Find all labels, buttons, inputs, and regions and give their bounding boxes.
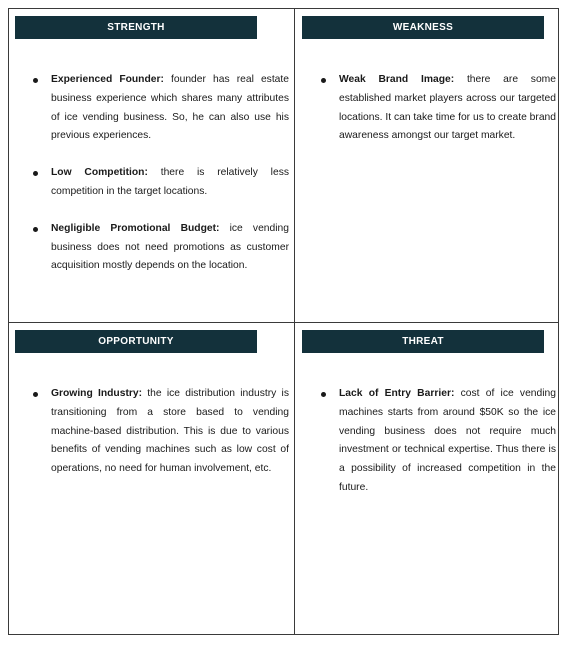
opportunity-list: [31, 385, 289, 497]
item-text: the ice distribution industry is transitioning from a store based to vending machine-based distribution. This is due to various benefits of vending machines such as low cost of operations, no need for human involvement, etc.: [51, 388, 289, 475]
bullet-icon: [33, 78, 38, 83]
item-title: Experienced Founder:: [51, 74, 172, 85]
list-item: [31, 71, 289, 146]
swot-grid: [8, 8, 559, 635]
item-text: cost of ice vending machines starts from around $50K so the ice vending business does not require much investment or technical expertise. Thus there is a possibility of increased competition in the future.: [339, 388, 556, 493]
list-item: [31, 220, 289, 276]
strength-header: STRENGTH: [15, 16, 257, 39]
list-item: [319, 71, 556, 146]
item-text: ice vending business does not need promotions as customer acquisition mostly depends on the location.: [51, 222, 289, 272]
bullet-icon: [33, 392, 38, 397]
weakness-quadrant: [295, 9, 560, 322]
threat-header: THREAT: [302, 330, 544, 353]
item-title: Growing Industry:: [51, 388, 148, 399]
opportunity-quadrant: [9, 323, 294, 636]
strength-list: [31, 71, 289, 294]
item-title: Lack of Entry Barrier:: [339, 388, 461, 399]
weakness-list: [319, 71, 556, 164]
item-text: there are some established market players across our targeted locations. It can take time for us to create brand awareness amongst our target market.: [339, 74, 556, 142]
weakness-header: WEAKNESS: [302, 16, 544, 39]
bullet-icon: [33, 171, 38, 176]
bullet-icon: [33, 227, 38, 232]
threat-quadrant: [295, 323, 560, 636]
opportunity-header: OPPORTUNITY: [15, 330, 257, 353]
item-title: Negligible Promotional Budget:: [51, 222, 230, 234]
item-title: Weak Brand Image:: [339, 74, 467, 85]
item-title: Low Competition:: [51, 167, 161, 179]
item-text: founder has real estate business experience which shares many attributes of ice vending business. So, he can also use his previous experiences.: [51, 74, 289, 142]
item-text: there is relatively less competition in the target locations.: [51, 167, 289, 197]
bullet-icon: [321, 78, 326, 83]
threat-list: [319, 385, 556, 516]
list-item: [31, 164, 289, 202]
strength-quadrant: [9, 9, 294, 322]
bullet-icon: [321, 392, 326, 397]
list-item: [319, 385, 556, 498]
list-item: [31, 385, 289, 479]
